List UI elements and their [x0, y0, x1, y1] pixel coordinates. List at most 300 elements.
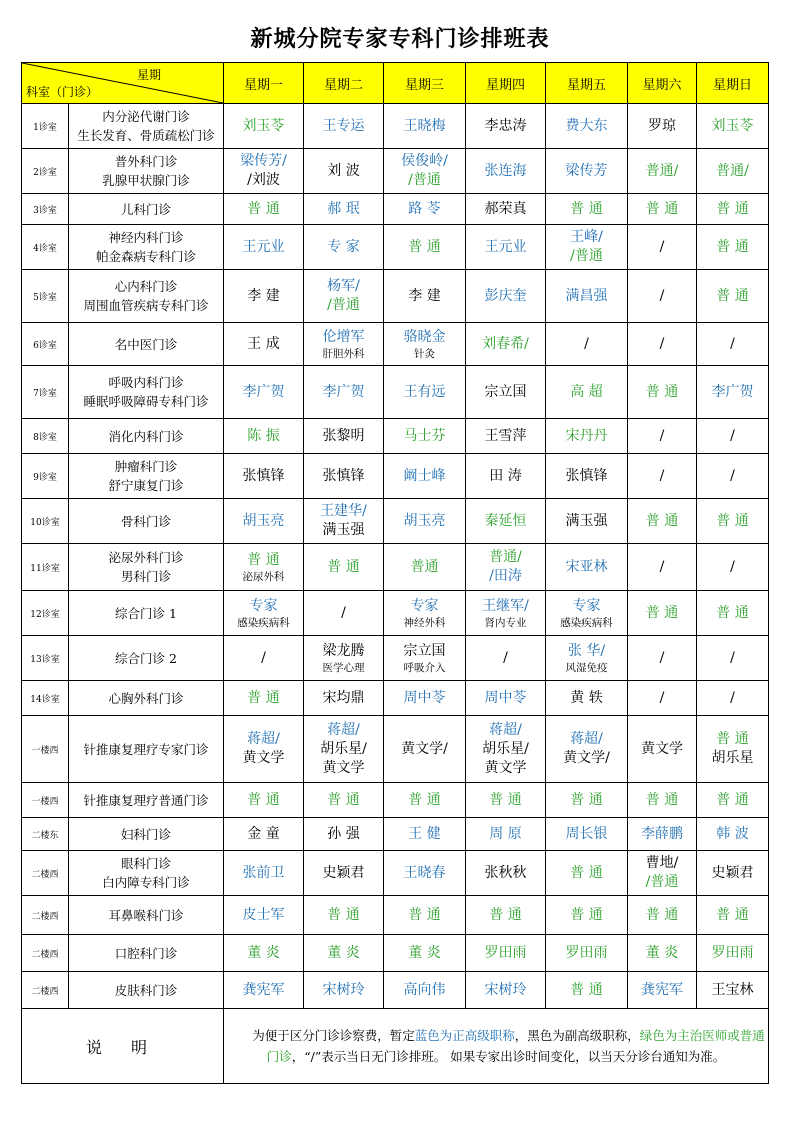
doctor-name: 普 通 — [570, 981, 603, 998]
doctor-name: 龚宪军 — [242, 981, 285, 998]
department-cell — [69, 935, 224, 972]
doctor-name: 蒋超/ — [570, 731, 603, 747]
doctor-name: 罗田雨 — [484, 944, 527, 961]
doctor-name: 普 通 — [645, 512, 679, 529]
doctor-name: / — [261, 649, 266, 666]
doctor-name: 龚宪军 — [641, 981, 683, 998]
doctor-name: 宋亚林 — [565, 558, 608, 575]
table-row — [22, 716, 769, 783]
schedule-cell — [304, 851, 384, 896]
doctor-name: 马士芬 — [403, 427, 446, 444]
schedule-cell — [466, 636, 546, 681]
doctor-name: 张连海 — [484, 162, 527, 179]
doctor-name: 郝 珉 — [327, 200, 360, 217]
department-name: 口腔科门诊 — [114, 945, 178, 961]
schedule-cell — [466, 323, 546, 366]
doctor-name: 王专运 — [322, 117, 365, 134]
schedule-cell — [546, 636, 628, 681]
schedule-cell — [384, 851, 466, 896]
schedule-cell — [466, 225, 546, 270]
doctor-name: 普 通 — [716, 238, 749, 255]
table-row — [22, 896, 769, 935]
doctor-name: 普通/ — [716, 162, 749, 179]
schedule-cell — [384, 818, 466, 851]
schedule-cell — [546, 149, 628, 194]
doctor-name: 高 超 — [570, 383, 603, 400]
header-row — [22, 63, 769, 104]
doctor-name: 董 炎 — [327, 944, 360, 961]
doctor-name: 梁龙腾 — [322, 642, 365, 659]
schedule-cell — [697, 366, 769, 419]
schedule-cell — [628, 783, 697, 818]
doctor-name: / — [730, 558, 735, 575]
doctor-name: / — [730, 649, 735, 666]
schedule-cell — [224, 716, 304, 783]
doctor-name: 王元业 — [242, 238, 285, 255]
department-name: 心胸外科门诊 — [108, 690, 184, 706]
day-header: 星期五 — [546, 63, 628, 104]
schedule-cell — [628, 972, 697, 1009]
department-name: 内分泌代谢门诊 — [102, 109, 190, 124]
doctor-name: 张黎明 — [322, 427, 365, 444]
schedule-cell — [697, 818, 769, 851]
room-cell: 9诊室 — [22, 454, 69, 499]
schedule-cell — [546, 896, 628, 935]
doctor-name: / — [659, 238, 665, 255]
doctor-name: 费大东 — [565, 117, 608, 134]
schedule-cell — [384, 104, 466, 149]
schedule-cell — [224, 851, 304, 896]
schedule-cell — [546, 419, 628, 454]
schedule-cell — [384, 716, 466, 783]
room-cell: 2诊室 — [22, 149, 69, 194]
schedule-cell — [224, 104, 304, 149]
schedule-cell — [304, 419, 384, 454]
room-cell: 7诊室 — [22, 366, 69, 419]
schedule-cell — [304, 636, 384, 681]
schedule-cell — [466, 972, 546, 1009]
doctor-name: 王 成 — [247, 335, 280, 352]
doctor-name: 皮士军 — [242, 906, 285, 923]
doctor-name: 周长银 — [565, 825, 608, 842]
department-cell — [69, 636, 224, 681]
doctor-name: 董 炎 — [645, 944, 679, 961]
schedule-cell — [304, 681, 384, 716]
schedule-cell — [384, 681, 466, 716]
table-row — [22, 270, 769, 323]
schedule-body — [22, 104, 769, 1009]
schedule-cell — [384, 499, 466, 544]
schedule-cell — [466, 783, 546, 818]
schedule-cell — [628, 225, 697, 270]
room-cell: 二楼东 — [22, 818, 69, 851]
day-header: 星期六 — [628, 63, 697, 104]
doctor-name: / — [659, 467, 665, 484]
doctor-name: 普 通 — [645, 906, 679, 923]
room-cell: 一楼西 — [22, 783, 69, 818]
doctor-name: 王有远 — [403, 383, 446, 400]
doctor-name: 董 炎 — [408, 944, 441, 961]
department-cell — [69, 818, 224, 851]
doctor-name: 黄文学/ — [401, 740, 448, 757]
schedule-cell — [697, 419, 769, 454]
doctor-name: 普通/ — [645, 162, 679, 179]
schedule-cell — [546, 194, 628, 225]
doctor-name: 陈 振 — [247, 427, 280, 444]
doctor-name: 高向伟 — [403, 981, 446, 998]
doctor-name: 王 健 — [408, 825, 441, 842]
doctor-name: /普通 — [408, 172, 441, 188]
table-row — [22, 591, 769, 636]
department-cell — [69, 681, 224, 716]
table-row — [22, 636, 769, 681]
room-cell: 5诊室 — [22, 270, 69, 323]
specialty-note: 感染疾病科 — [560, 616, 613, 629]
doctor-name: 普 通 — [645, 604, 679, 621]
doctor-name: 李 建 — [408, 287, 441, 304]
doctor-name: 胡玉亮 — [403, 512, 446, 529]
department-cell — [69, 783, 224, 818]
specialty-note: 呼吸介入 — [403, 661, 446, 674]
department-cell — [69, 851, 224, 896]
table-row — [22, 149, 769, 194]
schedule-cell — [224, 935, 304, 972]
doctor-name: 李广贺 — [711, 383, 754, 400]
department-name: 呼吸内科门诊 — [108, 375, 184, 390]
room-cell: 10诊室 — [22, 499, 69, 544]
doctor-name: 张慎锋 — [242, 467, 285, 484]
schedule-cell — [384, 972, 466, 1009]
schedule-cell — [546, 972, 628, 1009]
table-row — [22, 851, 769, 896]
doctor-name: 骆晓金 — [403, 328, 446, 345]
doctor-name: 宋丹丹 — [565, 427, 608, 444]
schedule-cell — [466, 499, 546, 544]
schedule-cell — [697, 544, 769, 591]
schedule-cell — [628, 544, 697, 591]
schedule-cell — [466, 149, 546, 194]
schedule-cell — [697, 270, 769, 323]
department-name: 消化内科门诊 — [108, 428, 184, 444]
schedule-cell — [697, 935, 769, 972]
doctor-name: 普 通 — [716, 604, 749, 621]
day-header: 星期三 — [384, 63, 466, 104]
specialty-note: 泌尿外科 — [242, 570, 285, 583]
schedule-cell — [224, 544, 304, 591]
doctor-name: 普 通 — [327, 906, 360, 923]
doctor-name: 侯俊岭/ — [401, 153, 448, 169]
doctor-name: 普 通 — [489, 906, 522, 923]
doctor-name: 伦增军 — [322, 328, 365, 345]
schedule-cell — [546, 104, 628, 149]
department-cell — [69, 591, 224, 636]
department-name: 综合门诊 1 — [115, 605, 177, 621]
schedule-cell — [384, 935, 466, 972]
doctor-name: 蒋超/ — [489, 721, 522, 738]
doctor-name: 普 通 — [645, 383, 679, 400]
department-name: 心内科门诊 — [114, 279, 178, 294]
schedule-cell — [384, 591, 466, 636]
doctor-name: / — [584, 335, 589, 352]
schedule-cell — [466, 896, 546, 935]
room-cell: 1诊室 — [22, 104, 69, 149]
department-cell — [69, 270, 224, 323]
schedule-cell — [466, 591, 546, 636]
schedule-cell — [304, 591, 384, 636]
schedule-cell — [384, 636, 466, 681]
doctor-name: 蒋超/ — [327, 721, 360, 738]
schedule-cell — [224, 419, 304, 454]
department-name: 睡眠呼吸障碍专科门诊 — [83, 394, 209, 409]
doctor-name: 宋树玲 — [484, 981, 527, 998]
schedule-cell — [697, 716, 769, 783]
doctor-name: 黄文学 — [242, 750, 285, 766]
schedule-cell — [628, 366, 697, 419]
doctor-name: 田 涛 — [489, 467, 522, 484]
schedule-cell — [628, 419, 697, 454]
doctor-name: 李忠涛 — [484, 117, 527, 134]
department-name: 儿科门诊 — [120, 201, 171, 217]
schedule-cell — [546, 935, 628, 972]
schedule-cell — [224, 681, 304, 716]
note-fragment: 绿色为主治医师或普通门诊 — [266, 1028, 765, 1064]
schedule-cell — [304, 270, 384, 323]
doctor-name: 秦延恒 — [484, 512, 527, 529]
schedule-cell — [697, 681, 769, 716]
doctor-name: 宋均鼎 — [322, 689, 365, 706]
schedule-cell — [304, 104, 384, 149]
schedule-cell — [304, 194, 384, 225]
schedule-cell — [628, 499, 697, 544]
doctor-name: 普 通 — [327, 558, 360, 575]
doctor-name: 梁传芳/ — [240, 153, 287, 169]
schedule-cell — [628, 716, 697, 783]
table-row — [22, 935, 769, 972]
corner-header — [22, 63, 224, 104]
schedule-cell — [384, 419, 466, 454]
room-cell: 8诊室 — [22, 419, 69, 454]
schedule-cell — [304, 818, 384, 851]
doctor-name: 满昌强 — [565, 287, 608, 304]
schedule-cell — [304, 972, 384, 1009]
doctor-name: 张慎锋 — [322, 467, 365, 484]
room-cell: 13诊室 — [22, 636, 69, 681]
room-cell: 4诊室 — [22, 225, 69, 270]
doctor-name: / — [503, 649, 508, 666]
doctor-name: 王雪萍 — [484, 427, 527, 444]
table-row — [22, 499, 769, 544]
schedule-cell — [304, 499, 384, 544]
schedule-cell — [304, 783, 384, 818]
doctor-name: 黄文学 — [484, 759, 527, 776]
schedule-cell — [384, 149, 466, 194]
schedule-cell — [697, 851, 769, 896]
table-row — [22, 194, 769, 225]
schedule-cell — [224, 366, 304, 419]
schedule-cell — [224, 454, 304, 499]
schedule-cell — [224, 499, 304, 544]
schedule-cell — [384, 225, 466, 270]
schedule-cell — [697, 194, 769, 225]
doctor-name: 普 通 — [716, 791, 749, 808]
note-label: 说 明 — [22, 1009, 224, 1084]
department-name: 名中医门诊 — [114, 336, 178, 352]
schedule-cell — [546, 499, 628, 544]
department-cell — [69, 896, 224, 935]
specialty-note: 神经外科 — [403, 616, 446, 629]
room-cell: 二楼西 — [22, 851, 69, 896]
room-cell: 3诊室 — [22, 194, 69, 225]
doctor-name: 胡乐星 — [711, 750, 754, 766]
doctor-name: 普 通 — [716, 287, 749, 304]
doctor-name: / — [730, 689, 735, 706]
department-cell — [69, 225, 224, 270]
doctor-name: 普 通 — [247, 689, 280, 706]
schedule-cell — [628, 454, 697, 499]
schedule-cell — [628, 104, 697, 149]
doctor-name: 王晓春 — [403, 864, 446, 881]
doctor-name: 黄文学 — [322, 759, 365, 776]
day-header: 星期日 — [697, 63, 769, 104]
schedule-cell — [628, 270, 697, 323]
schedule-cell — [384, 366, 466, 419]
table-row — [22, 104, 769, 149]
doctor-name: 李 建 — [247, 287, 280, 304]
doctor-name: 王峰/ — [570, 229, 603, 245]
schedule-cell — [224, 323, 304, 366]
doctor-name: /田涛 — [489, 568, 522, 584]
doctor-name: / — [659, 649, 665, 666]
department-cell — [69, 104, 224, 149]
schedule-cell — [466, 544, 546, 591]
doctor-name: 黄文学/ — [563, 750, 610, 766]
department-name: 妇科门诊 — [120, 826, 171, 842]
specialty-note: 针灸 — [414, 347, 435, 360]
schedule-cell — [224, 896, 304, 935]
room-cell: 12诊室 — [22, 591, 69, 636]
specialty-note: 风湿免疫 — [565, 661, 608, 674]
schedule-cell — [224, 225, 304, 270]
doctor-name: 专 家 — [327, 238, 360, 255]
schedule-cell — [304, 454, 384, 499]
doctor-name: 普 通 — [716, 906, 749, 923]
doctor-name: 曹地/ — [645, 855, 679, 871]
note-fragment: ，“/”表示当日无门诊排班。 如果专家出诊时间变化，以当天分诊台通知为准。 — [291, 1049, 726, 1064]
table-row — [22, 225, 769, 270]
schedule-cell — [384, 454, 466, 499]
doctor-name: 彭庆奎 — [484, 287, 527, 304]
department-cell — [69, 366, 224, 419]
day-header: 星期四 — [466, 63, 546, 104]
schedule-cell — [384, 270, 466, 323]
department-cell — [69, 544, 224, 591]
schedule-cell — [466, 851, 546, 896]
table-row — [22, 972, 769, 1009]
schedule-cell — [304, 896, 384, 935]
doctor-name: 普 通 — [408, 238, 441, 255]
doctor-name: 张 华/ — [567, 642, 606, 659]
department-name: 男科门诊 — [120, 569, 171, 584]
schedule-cell — [546, 270, 628, 323]
schedule-cell — [697, 149, 769, 194]
doctor-name: 王宝林 — [711, 981, 754, 998]
doctor-name: 杨军/ — [327, 278, 360, 294]
doctor-name: 王继军/ — [482, 597, 529, 614]
department-name: 白内障专科门诊 — [102, 875, 190, 890]
doctor-name: 宗立国 — [403, 642, 446, 659]
doctor-name: 普通/ — [489, 549, 522, 565]
note-fragment: 蓝色为正高级职称 — [414, 1028, 515, 1043]
doctor-name: 普 通 — [247, 551, 280, 568]
schedule-cell — [384, 896, 466, 935]
schedule-cell — [546, 225, 628, 270]
doctor-name: 史颖君 — [711, 864, 754, 881]
doctor-name: 胡乐星/ — [482, 740, 529, 757]
schedule-cell — [304, 149, 384, 194]
doctor-name: / — [659, 689, 665, 706]
schedule-cell — [224, 818, 304, 851]
schedule-cell — [628, 149, 697, 194]
room-cell: 一楼西 — [22, 716, 69, 783]
room-cell: 11诊室 — [22, 544, 69, 591]
schedule-cell — [546, 366, 628, 419]
doctor-name: 普 通 — [489, 791, 522, 808]
schedule-cell — [628, 935, 697, 972]
doctor-name: 罗田雨 — [711, 944, 754, 961]
doctor-name: 王建华/ — [320, 503, 367, 519]
day-header: 星期一 — [224, 63, 304, 104]
schedule-cell — [304, 935, 384, 972]
doctor-name: 郝荣真 — [484, 200, 527, 217]
doctor-name: / — [659, 335, 665, 352]
schedule-cell — [466, 818, 546, 851]
room-cell: 二楼西 — [22, 972, 69, 1009]
department-name: 舒宁康复门诊 — [108, 478, 184, 493]
doctor-name: 普 通 — [645, 791, 679, 808]
schedule-cell — [466, 270, 546, 323]
schedule-cell — [304, 225, 384, 270]
doctor-name: 周中苓 — [484, 689, 527, 706]
doctor-name: 专家 — [410, 597, 439, 614]
doctor-name: 刘玉苓 — [242, 117, 285, 134]
schedule-cell — [697, 636, 769, 681]
doctor-name: /普通 — [327, 297, 360, 313]
schedule-cell — [224, 270, 304, 323]
doctor-name: 胡玉亮 — [242, 512, 285, 529]
schedule-cell — [628, 323, 697, 366]
schedule-cell — [466, 935, 546, 972]
doctor-name: 刘玉苓 — [711, 117, 754, 134]
schedule-cell — [384, 783, 466, 818]
schedule-cell — [466, 419, 546, 454]
department-cell — [69, 972, 224, 1009]
doctor-name: 满玉强 — [322, 522, 365, 538]
department-cell — [69, 499, 224, 544]
corner-department-label: 科室（门诊） — [26, 85, 99, 99]
schedule-cell — [304, 716, 384, 783]
department-cell — [69, 194, 224, 225]
note-fragment: ，黑色为副高级职称， — [514, 1028, 640, 1043]
doctor-name: / — [659, 558, 665, 575]
specialty-note: 医学心理 — [322, 661, 365, 674]
schedule-cell — [224, 194, 304, 225]
doctor-name: 史颖君 — [322, 864, 365, 881]
doctor-name: 路 苓 — [408, 200, 441, 217]
doctor-name: 普 通 — [408, 791, 441, 808]
department-name: 肿瘤科门诊 — [114, 459, 178, 474]
schedule-cell — [304, 323, 384, 366]
doctor-name: 普 通 — [570, 864, 603, 881]
